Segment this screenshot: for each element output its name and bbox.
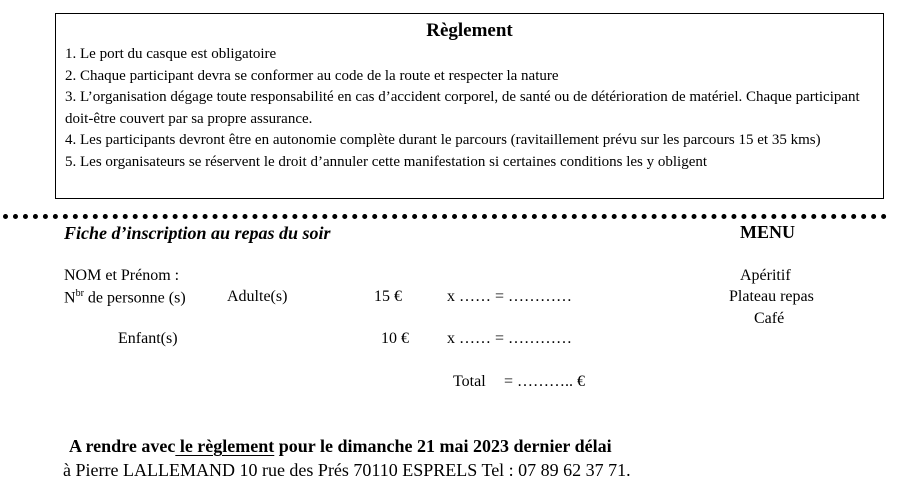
rule-item: 5. Les organisateurs se réservent le droit d’annuler cette manifestation si certaines conditions les y obligent [65, 153, 708, 170]
rule-item: 2. Chaque participant devra se conformer au code de la route et respecter la nature [65, 67, 559, 84]
deadline-line [69, 436, 612, 457]
menu-item-cafe: Café [754, 310, 785, 327]
child-label: Enfant(s) [118, 330, 178, 347]
persons-prefix: N [64, 289, 76, 307]
dotted-separator [3, 214, 887, 219]
child-calc: x …… = ………… [447, 330, 573, 347]
adult-price: 15 € [374, 288, 402, 305]
persons-sup: br [75, 288, 84, 299]
child-price: 10 € [381, 330, 409, 347]
menu-title: MENU [740, 222, 795, 242]
rule-item: 4. Les participants devront être en autonomie complète durant le parcours (ravitaillement prévu sur les parcours 15 et 35 kms) [65, 132, 821, 148]
total-value: = ……….. € [504, 373, 586, 390]
deadline-underlined: le règlement [175, 436, 275, 456]
address-line: à Pierre LALLEMAND 10 rue des Prés 70110 ESPRELS Tel : 07 89 62 37 71. [63, 460, 631, 480]
persons-label [64, 288, 186, 307]
total-label: Total [453, 373, 486, 390]
persons-suffix: de personne (s) [83, 289, 186, 307]
deadline-before: A rendre avec [69, 436, 176, 456]
rules-title: Règlement [426, 20, 513, 41]
menu-item-plateau: Plateau repas [729, 288, 814, 305]
name-label: NOM et Prénom : [64, 267, 180, 284]
deadline-after: pour le dimanche 21 mai 2023 dernier délai [274, 436, 612, 456]
adult-label: Adulte(s) [227, 288, 288, 305]
rule-item: 3. L’organisation dégage toute responsabilité en cas d’accident corporel, de santé ou de détérioration de matériel. Chaque participant doit-être couvert par sa propre assurance. [65, 89, 860, 127]
rules-list [65, 44, 877, 173]
form-title: Fiche d’inscription au repas du soir [64, 223, 331, 243]
rule-item: 1. Le port du casque est obligatoire [65, 46, 277, 62]
adult-calc: x …… = ………… [447, 288, 573, 305]
rules-box [55, 13, 884, 199]
menu-item-aperitif: Apéritif [740, 267, 791, 284]
